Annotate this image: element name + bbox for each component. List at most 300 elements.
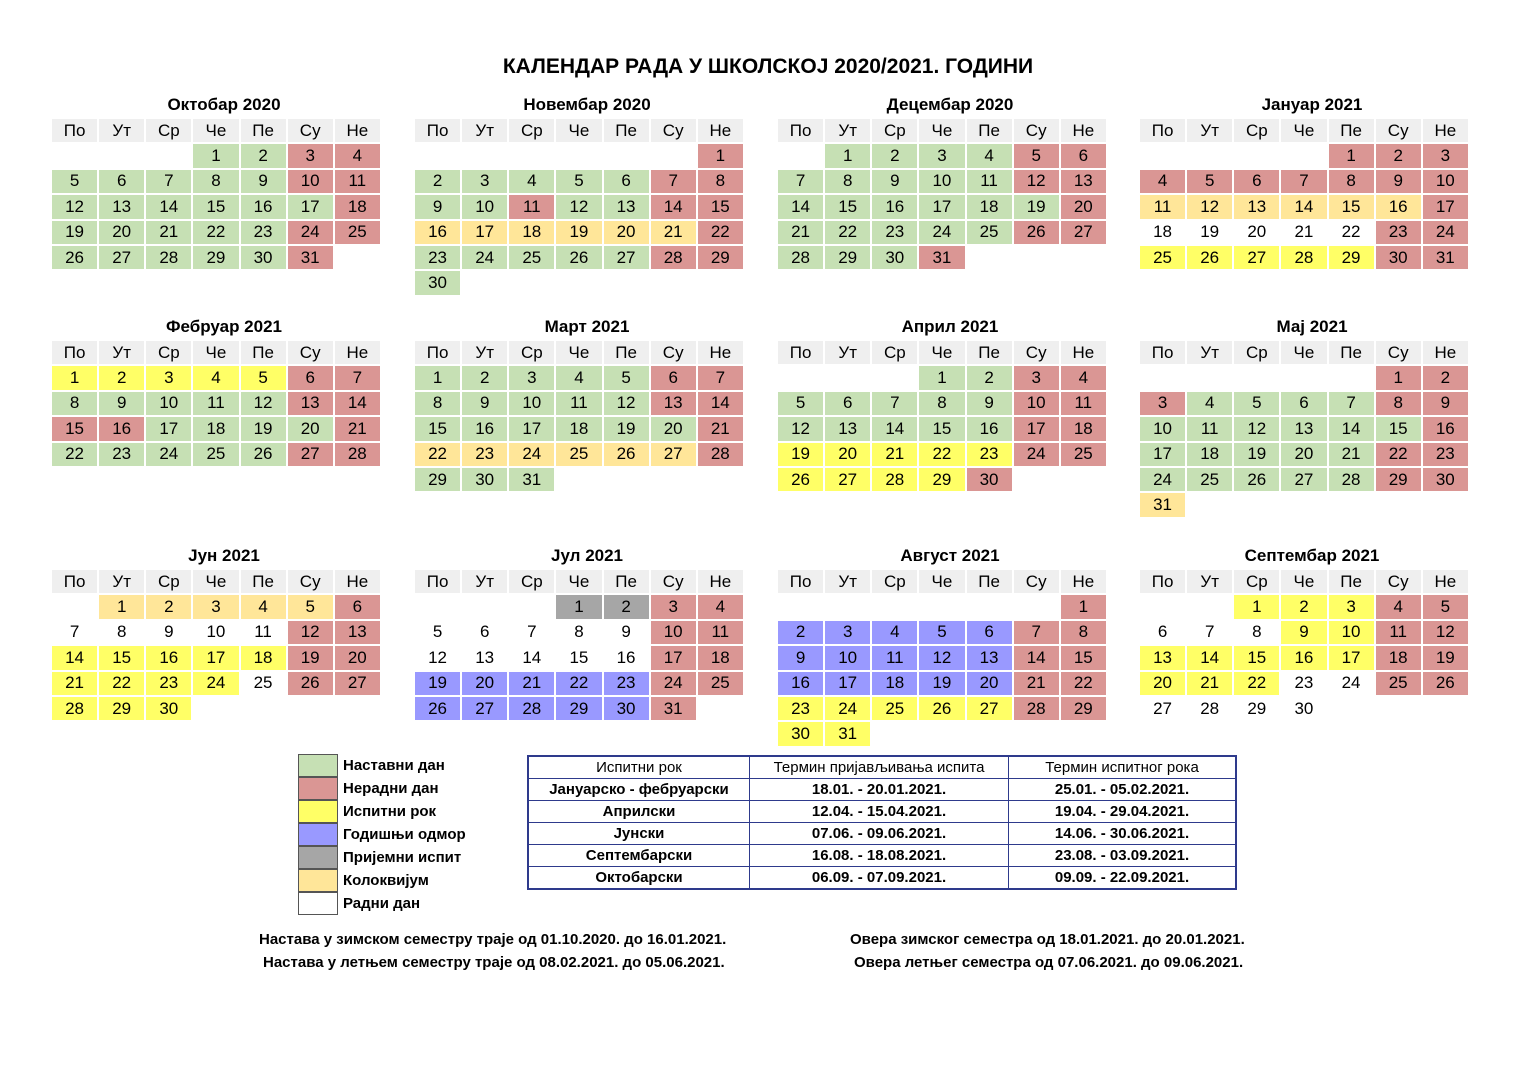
weekday-header: Ср [509, 341, 556, 366]
day-cell: 25 [1187, 468, 1234, 493]
weekday-header: Ут [99, 119, 146, 144]
day-cell: 17 [288, 195, 335, 220]
day-cell: 6 [604, 170, 651, 195]
month-title: Септембар 2021 [1244, 546, 1380, 565]
weekday-header: Су [288, 119, 335, 144]
empty-cell [604, 468, 651, 493]
day-cell: 15 [193, 195, 240, 220]
weekday-header: Ут [1187, 570, 1234, 595]
weekday-header: Ср [872, 341, 919, 366]
month-title: Октобар 2020 [167, 95, 281, 114]
legend-label: Нерадни дан [343, 780, 439, 797]
note-summer-certification: Овера летњег семестра од 07.06.2021. до 09.06.2021. [854, 954, 1244, 971]
day-cell: 11 [556, 392, 603, 417]
day-cell: 31 [1140, 493, 1187, 518]
empty-cell [967, 722, 1014, 747]
day-cell: 20 [1061, 195, 1108, 220]
empty-cell [1329, 697, 1376, 722]
weekday-header: Пе [604, 119, 651, 144]
day-cell: 30 [1281, 697, 1328, 722]
month-title: Новембар 2020 [523, 95, 651, 114]
day-cell: 24 [1014, 443, 1061, 468]
day-cell: 7 [1281, 170, 1328, 195]
day-cell: 8 [556, 621, 603, 646]
day-cell: 30 [778, 722, 825, 747]
legend-swatch [298, 823, 338, 846]
day-cell: 20 [335, 646, 382, 671]
weekday-header: Че [1281, 341, 1328, 366]
day-cell: 1 [193, 144, 240, 169]
day-cell: 4 [1061, 366, 1108, 391]
weekday-header: Не [698, 119, 745, 144]
empty-cell [872, 366, 919, 391]
day-cell: 4 [1140, 170, 1187, 195]
empty-cell [99, 144, 146, 169]
month-title: Фебруар 2021 [165, 317, 282, 336]
empty-cell [651, 144, 698, 169]
day-cell: 8 [919, 392, 966, 417]
month-grid [1140, 119, 1484, 271]
day-cell: 23 [99, 443, 146, 468]
empty-cell [509, 144, 556, 169]
day-cell: 23 [146, 672, 193, 697]
day-cell: 20 [651, 417, 698, 442]
day-cell: 24 [1329, 672, 1376, 697]
weekday-header: Че [1281, 570, 1328, 595]
month-title: Август 2021 [900, 546, 1000, 565]
day-cell: 1 [556, 595, 603, 620]
empty-cell [1061, 722, 1108, 747]
legend-item [298, 754, 466, 777]
table-row [528, 823, 1236, 845]
weekday-header: Ср [872, 119, 919, 144]
day-cell: 24 [146, 443, 193, 468]
day-cell: 30 [604, 697, 651, 722]
empty-cell [1234, 144, 1281, 169]
day-cell: 16 [415, 221, 462, 246]
day-cell: 12 [1423, 621, 1470, 646]
weekday-header: Су [651, 119, 698, 144]
day-cell: 17 [146, 417, 193, 442]
day-cell: 21 [1187, 672, 1234, 697]
day-cell: 14 [1014, 646, 1061, 671]
day-cell: 30 [462, 468, 509, 493]
day-cell: 17 [509, 417, 556, 442]
empty-cell [1329, 493, 1376, 518]
day-cell: 23 [241, 221, 288, 246]
day-cell: 21 [698, 417, 745, 442]
day-cell: 28 [698, 443, 745, 468]
day-cell: 29 [415, 468, 462, 493]
empty-cell [556, 271, 603, 296]
month-grid [1140, 570, 1484, 722]
day-cell: 18 [1061, 417, 1108, 442]
empty-cell [288, 697, 335, 722]
weekday-header: По [52, 570, 99, 595]
empty-cell [919, 595, 966, 620]
day-cell: 22 [415, 443, 462, 468]
day-cell: 26 [1234, 468, 1281, 493]
day-cell: 18 [872, 672, 919, 697]
month-calendar [415, 545, 759, 722]
legend-label: Колоквијум [343, 872, 429, 889]
day-cell: 28 [509, 697, 556, 722]
empty-cell [1014, 246, 1061, 271]
day-cell: 28 [335, 443, 382, 468]
day-cell: 26 [604, 443, 651, 468]
day-cell: 26 [1423, 672, 1470, 697]
weekday-header: Су [1376, 570, 1423, 595]
table-cell: 09.09. - 22.09.2021. [1009, 867, 1237, 890]
day-cell: 30 [146, 697, 193, 722]
weekday-header: Не [335, 341, 382, 366]
day-cell: 29 [698, 246, 745, 271]
empty-cell [1187, 595, 1234, 620]
weekday-header: Ут [462, 119, 509, 144]
day-cell: 25 [1376, 672, 1423, 697]
legend-label: Радни дан [343, 895, 421, 912]
day-cell: 18 [193, 417, 240, 442]
day-cell: 9 [1423, 392, 1470, 417]
day-cell: 6 [335, 595, 382, 620]
day-cell: 22 [919, 443, 966, 468]
day-cell: 10 [146, 392, 193, 417]
day-cell: 26 [288, 672, 335, 697]
weekday-header: Ср [1234, 341, 1281, 366]
day-cell: 25 [1061, 443, 1108, 468]
day-cell: 5 [241, 366, 288, 391]
month-calendar [1140, 94, 1484, 271]
day-cell: 24 [1140, 468, 1187, 493]
day-cell: 14 [335, 392, 382, 417]
day-cell: 5 [1234, 392, 1281, 417]
empty-cell [1234, 493, 1281, 518]
day-cell: 17 [1423, 195, 1470, 220]
day-cell: 8 [825, 170, 872, 195]
weekday-header: Пе [1329, 570, 1376, 595]
day-cell: 5 [415, 621, 462, 646]
legend-item [298, 869, 466, 892]
day-cell: 9 [99, 392, 146, 417]
weekday-header: Су [288, 570, 335, 595]
empty-cell [1140, 366, 1187, 391]
day-cell: 11 [193, 392, 240, 417]
month-grid [415, 570, 759, 722]
day-cell: 20 [825, 443, 872, 468]
day-cell: 27 [335, 672, 382, 697]
day-cell: 30 [241, 246, 288, 271]
day-cell: 24 [288, 221, 335, 246]
day-cell: 13 [1281, 417, 1328, 442]
day-cell: 9 [872, 170, 919, 195]
day-cell: 15 [1061, 646, 1108, 671]
day-cell: 29 [1234, 697, 1281, 722]
day-cell: 16 [1376, 195, 1423, 220]
day-cell: 12 [778, 417, 825, 442]
weekday-header: Пе [967, 341, 1014, 366]
day-cell: 10 [1329, 621, 1376, 646]
day-cell: 11 [1187, 417, 1234, 442]
day-cell: 7 [1187, 621, 1234, 646]
day-cell: 27 [1140, 697, 1187, 722]
day-cell: 30 [1376, 246, 1423, 271]
weekday-header: По [1140, 341, 1187, 366]
day-cell: 3 [462, 170, 509, 195]
empty-cell [241, 697, 288, 722]
day-cell: 7 [778, 170, 825, 195]
table-row [528, 867, 1236, 890]
day-cell: 1 [1061, 595, 1108, 620]
day-cell: 4 [872, 621, 919, 646]
empty-cell [1281, 493, 1328, 518]
day-cell: 21 [509, 672, 556, 697]
day-cell: 28 [1281, 246, 1328, 271]
day-cell: 28 [146, 246, 193, 271]
month-grid [415, 341, 759, 493]
weekday-header: Пе [1329, 119, 1376, 144]
day-cell: 20 [462, 672, 509, 697]
day-cell: 13 [604, 195, 651, 220]
day-cell: 7 [509, 621, 556, 646]
day-cell: 5 [556, 170, 603, 195]
day-cell: 27 [825, 468, 872, 493]
day-cell: 6 [1061, 144, 1108, 169]
empty-cell [335, 697, 382, 722]
day-cell: 21 [1329, 443, 1376, 468]
weekday-header: Пе [241, 119, 288, 144]
legend [298, 754, 466, 915]
day-cell: 17 [462, 221, 509, 246]
day-cell: 22 [1329, 221, 1376, 246]
empty-cell [1140, 144, 1187, 169]
day-cell: 28 [1329, 468, 1376, 493]
table-cell: 19.04. - 29.04.2021. [1009, 801, 1237, 823]
day-cell: 19 [1014, 195, 1061, 220]
day-cell: 27 [1061, 221, 1108, 246]
day-cell: 7 [146, 170, 193, 195]
day-cell: 11 [241, 621, 288, 646]
empty-cell [1281, 144, 1328, 169]
weekday-header: По [52, 119, 99, 144]
empty-cell [556, 468, 603, 493]
day-cell: 22 [1061, 672, 1108, 697]
day-cell: 23 [967, 443, 1014, 468]
empty-cell [651, 468, 698, 493]
weekday-header: Не [335, 570, 382, 595]
day-cell: 4 [241, 595, 288, 620]
day-cell: 27 [1281, 468, 1328, 493]
exam-schedule-table [527, 755, 1237, 890]
table-row [528, 845, 1236, 867]
day-cell: 5 [1423, 595, 1470, 620]
day-cell: 3 [146, 366, 193, 391]
empty-cell [1014, 468, 1061, 493]
day-cell: 31 [1423, 246, 1470, 271]
day-cell: 11 [509, 195, 556, 220]
day-cell: 15 [825, 195, 872, 220]
day-cell: 19 [556, 221, 603, 246]
day-cell: 25 [1140, 246, 1187, 271]
weekday-header: Ср [146, 570, 193, 595]
day-cell: 14 [509, 646, 556, 671]
month-title: Децембар 2020 [886, 95, 1014, 114]
empty-cell [604, 271, 651, 296]
day-cell: 28 [52, 697, 99, 722]
table-cell: 07.06. - 09.06.2021. [750, 823, 1009, 845]
weekday-header: Че [556, 341, 603, 366]
month-grid [52, 119, 396, 271]
weekday-header: По [415, 341, 462, 366]
day-cell: 28 [872, 468, 919, 493]
day-cell: 21 [335, 417, 382, 442]
day-cell: 29 [99, 697, 146, 722]
empty-cell [604, 144, 651, 169]
day-cell: 27 [651, 443, 698, 468]
empty-cell [1187, 144, 1234, 169]
day-cell: 5 [52, 170, 99, 195]
day-cell: 29 [1329, 246, 1376, 271]
day-cell: 26 [919, 697, 966, 722]
day-cell: 7 [52, 621, 99, 646]
day-cell: 19 [415, 672, 462, 697]
day-cell: 18 [967, 195, 1014, 220]
day-cell: 2 [146, 595, 193, 620]
column-header: Термин испитног рока [1009, 756, 1237, 779]
month-calendar [778, 316, 1122, 493]
day-cell: 15 [415, 417, 462, 442]
legend-item [298, 777, 466, 800]
day-cell: 10 [509, 392, 556, 417]
day-cell: 19 [778, 443, 825, 468]
day-cell: 3 [193, 595, 240, 620]
month-calendar [52, 94, 396, 271]
month-calendar [415, 316, 759, 493]
day-cell: 6 [1140, 621, 1187, 646]
day-cell: 6 [967, 621, 1014, 646]
day-cell: 10 [462, 195, 509, 220]
day-cell: 26 [241, 443, 288, 468]
weekday-header: Ср [1234, 119, 1281, 144]
empty-cell [509, 595, 556, 620]
month-title: Јануар 2021 [1261, 95, 1363, 114]
day-cell: 24 [651, 672, 698, 697]
day-cell: 10 [1014, 392, 1061, 417]
month-calendar [1140, 316, 1484, 519]
empty-cell [1061, 246, 1108, 271]
weekday-header: Су [1014, 570, 1061, 595]
legend-label: Испитни рок [343, 803, 437, 820]
weekday-header: Че [193, 570, 240, 595]
day-cell: 3 [509, 366, 556, 391]
day-cell: 11 [872, 646, 919, 671]
month-grid [1140, 341, 1484, 519]
empty-cell [52, 144, 99, 169]
day-cell: 12 [415, 646, 462, 671]
weekday-header: Су [651, 570, 698, 595]
weekday-header: По [778, 570, 825, 595]
day-cell: 6 [651, 366, 698, 391]
day-cell: 4 [335, 144, 382, 169]
day-cell: 17 [1329, 646, 1376, 671]
empty-cell [825, 366, 872, 391]
day-cell: 23 [1281, 672, 1328, 697]
day-cell: 29 [556, 697, 603, 722]
day-cell: 9 [415, 195, 462, 220]
day-cell: 7 [651, 170, 698, 195]
day-cell: 15 [1376, 417, 1423, 442]
column-header: Термин пријављивања испита [750, 756, 1009, 779]
day-cell: 10 [288, 170, 335, 195]
day-cell: 28 [1187, 697, 1234, 722]
day-cell: 19 [241, 417, 288, 442]
weekday-header: Пе [967, 570, 1014, 595]
day-cell: 8 [1329, 170, 1376, 195]
empty-cell [778, 366, 825, 391]
day-cell: 4 [698, 595, 745, 620]
day-cell: 28 [778, 246, 825, 271]
day-cell: 23 [1376, 221, 1423, 246]
day-cell: 2 [462, 366, 509, 391]
day-cell: 11 [698, 621, 745, 646]
day-cell: 9 [1376, 170, 1423, 195]
day-cell: 22 [825, 221, 872, 246]
legend-swatch [298, 846, 338, 869]
empty-cell [52, 595, 99, 620]
day-cell: 24 [1423, 221, 1470, 246]
legend-label: Наставни дан [343, 757, 445, 774]
day-cell: 16 [778, 672, 825, 697]
day-cell: 10 [919, 170, 966, 195]
day-cell: 20 [99, 221, 146, 246]
day-cell: 1 [825, 144, 872, 169]
weekday-header: Не [698, 341, 745, 366]
day-cell: 9 [604, 621, 651, 646]
day-cell: 4 [1376, 595, 1423, 620]
table-cell: 16.08. - 18.08.2021. [750, 845, 1009, 867]
day-cell: 8 [1234, 621, 1281, 646]
day-cell: 27 [604, 246, 651, 271]
day-cell: 18 [509, 221, 556, 246]
table-cell: 25.01. - 05.02.2021. [1009, 779, 1237, 801]
weekday-header: Пе [241, 570, 288, 595]
day-cell: 21 [651, 221, 698, 246]
day-cell: 2 [99, 366, 146, 391]
weekday-header: Не [1061, 570, 1108, 595]
day-cell: 3 [651, 595, 698, 620]
day-cell: 1 [1376, 366, 1423, 391]
weekday-header: По [778, 341, 825, 366]
day-cell: 24 [193, 672, 240, 697]
day-cell: 2 [241, 144, 288, 169]
day-cell: 13 [99, 195, 146, 220]
table-cell: Октобарски [528, 867, 750, 890]
day-cell: 3 [919, 144, 966, 169]
empty-cell [1140, 595, 1187, 620]
day-cell: 5 [1014, 144, 1061, 169]
day-cell: 22 [99, 672, 146, 697]
weekday-header: Ср [146, 119, 193, 144]
day-cell: 8 [193, 170, 240, 195]
day-cell: 16 [241, 195, 288, 220]
day-cell: 6 [99, 170, 146, 195]
day-cell: 11 [1061, 392, 1108, 417]
day-cell: 14 [52, 646, 99, 671]
day-cell: 6 [288, 366, 335, 391]
day-cell: 15 [919, 417, 966, 442]
empty-cell [698, 468, 745, 493]
day-cell: 1 [698, 144, 745, 169]
day-cell: 13 [462, 646, 509, 671]
